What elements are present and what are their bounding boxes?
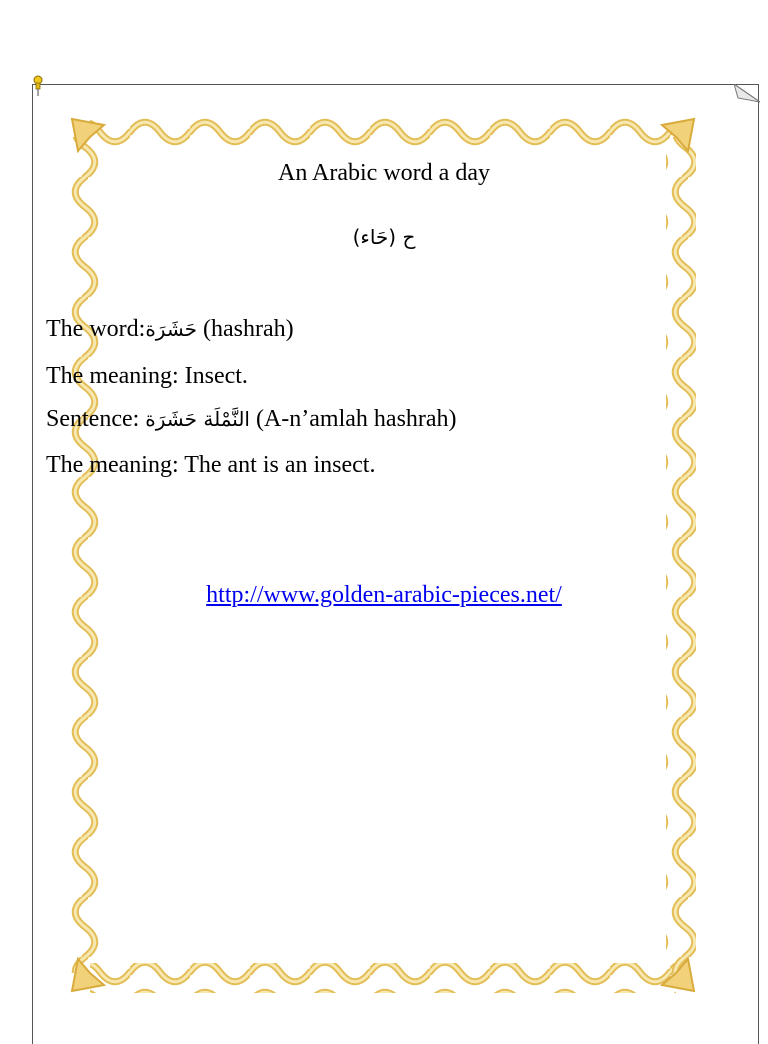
sentence-line — [46, 406, 457, 433]
meaning-value: Insect. — [184, 363, 248, 389]
letter-heading — [0, 224, 768, 251]
word-line — [46, 316, 294, 343]
word-label: The word: — [46, 316, 146, 342]
word-transliteration: (hashrah) — [197, 316, 294, 342]
sentence-meaning-line — [46, 452, 375, 479]
sentence-transliteration: (A-n’amlah hashrah) — [249, 406, 457, 432]
pushpin-icon — [31, 75, 45, 97]
sentence-label: Sentence: — [46, 406, 146, 432]
page-title: An Arabic word a day — [278, 160, 490, 186]
website-link[interactable]: http://www.golden-arabic-pieces.net/ — [206, 582, 562, 608]
letter-heading-arabic: ح (حَاء) — [352, 225, 416, 249]
sentence-meaning-value: The ant is an insect. — [184, 452, 376, 478]
word-arabic: حَشَرَة — [145, 317, 198, 341]
meaning-line — [46, 363, 248, 390]
website-link-container — [0, 582, 768, 609]
page-corner-fold-icon — [734, 84, 760, 104]
sentence-arabic: النَّمْلَة حَشَرَة — [145, 407, 250, 431]
meaning-label: The meaning: — [46, 363, 185, 389]
sentence-meaning-label: The meaning: — [46, 452, 185, 478]
